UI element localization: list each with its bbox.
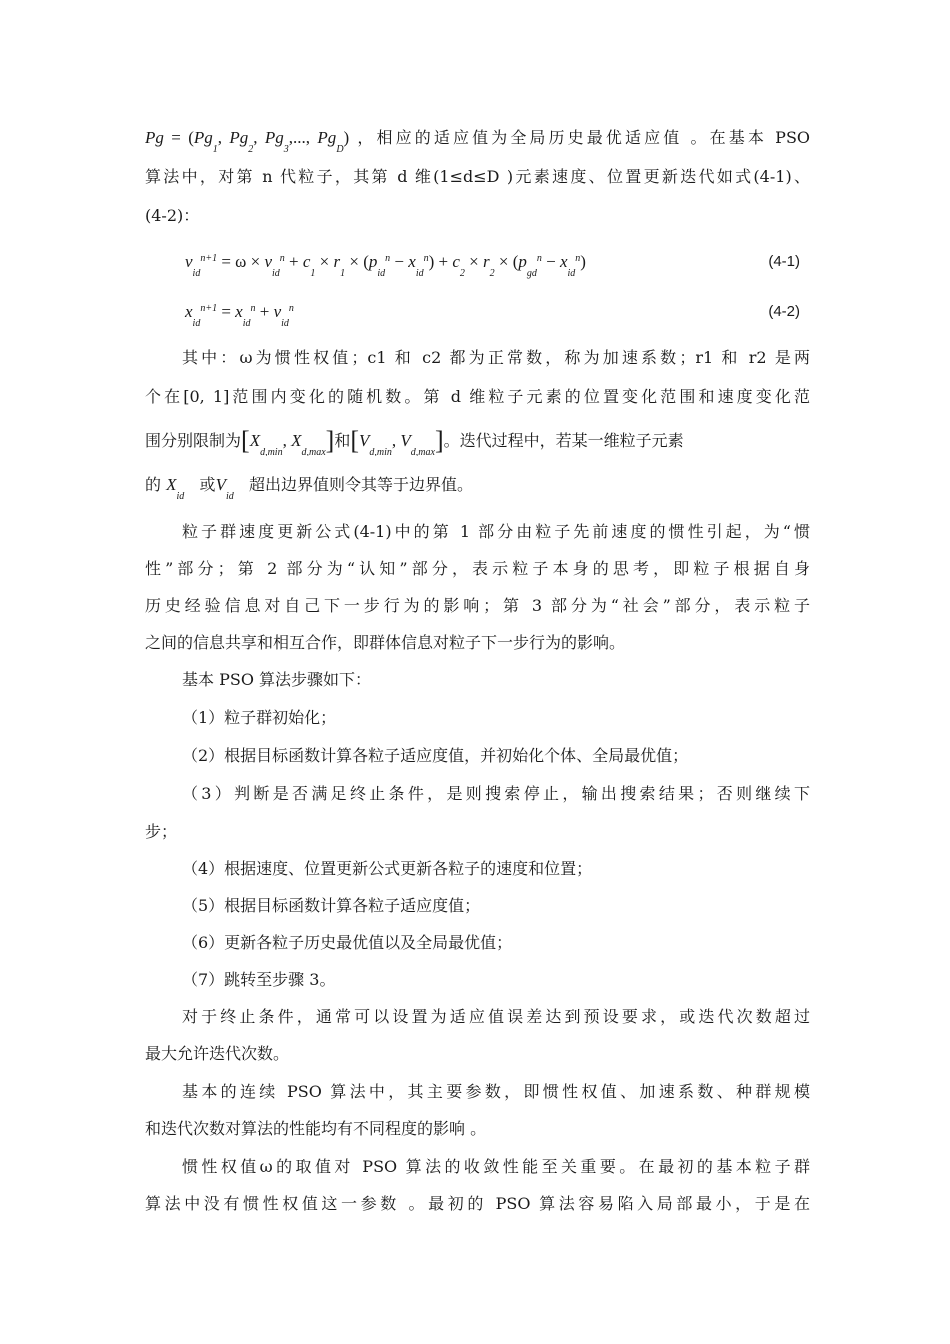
paragraph-2-line-3 [145, 426, 810, 456]
equation-number-4-1: (4-1) [768, 253, 800, 270]
paragraph-6-line-2: 算法中没有惯性权值这一参数 。最初的 PSO 算法容易陷入局部最小，于是在 [145, 1194, 810, 1213]
step-6: （6）更新各粒子历史最优值以及全局最优值； [182, 933, 513, 952]
paragraph-1-line-3: (4-2)： [145, 206, 200, 225]
step-1: （1）粒子群初始化； [182, 708, 337, 727]
equation-4-2: $x_{id}^{n+1} = x_{id}^n + v_{id}^n$ [185, 302, 294, 329]
paragraph-2-line-4 [145, 473, 810, 500]
text-segment: 。迭代过程中，若某一维粒子元素 [443, 431, 684, 450]
text-segment: ，相应的适应值为全局历史最优适应值 。在基本 PSO [357, 128, 810, 147]
text-segment: 或 [199, 475, 216, 494]
text-segment: 和 [334, 431, 351, 450]
step-3-line-1: （3）判断是否满足终止条件，是则搜索停止，输出搜索结果；否则继续下 [182, 784, 810, 803]
text-segment: 围分别限制为 [145, 431, 242, 450]
v-id-symbol: $V_{id}$ [215, 475, 234, 500]
paragraph-5-line-1: 基本的连续 PSO 算法中，其主要参数，即惯性权值、加速系数、种群规模 [182, 1082, 810, 1101]
paragraph-3-line-3: 历史经验信息对自己下一步行为的影响；第 3 部分为“社会”部分，表示粒子 [145, 596, 810, 615]
text-segment: 的 [145, 475, 162, 494]
paragraph-5-line-2: 和迭代次数对算法的性能均有不同程度的影响 。 [145, 1119, 487, 1138]
step-3-line-2: 步； [145, 822, 178, 841]
steps-intro: 基本 PSO 算法步骤如下： [182, 670, 372, 689]
step-2: （2）根据目标函数计算各粒子适应度值，并初始化个体、全局最优值； [182, 746, 689, 765]
paragraph-1-line-1 [145, 126, 810, 153]
text-segment: 超出边界值则令其等于边界值。 [249, 475, 474, 494]
paragraph-3-line-2: 性”部分；第 2 部分为“认知”部分，表示粒子本身的思考，即粒子根据自身 [145, 559, 810, 578]
step-4: （4）根据速度、位置更新公式更新各粒子的速度和位置； [182, 859, 593, 878]
paragraph-4-line-2: 最大允许迭代次数。 [145, 1044, 290, 1063]
step-5: （5）根据目标函数计算各粒子适应度值； [182, 896, 481, 915]
equation-number-4-2: (4-2) [768, 303, 800, 320]
paragraph-6-line-1: 惯性权值ω的取值对 PSO 算法的收敛性能至关重要。在最初的基本粒子群 [182, 1157, 810, 1176]
x-id-symbol: $X_{id}$ [166, 475, 185, 500]
paragraph-3-line-4: 之间的信息共享和相互合作，即群体信息对粒子下一步行为的影响。 [145, 633, 626, 652]
paragraph-1-line-2: 算法中，对第 n 代粒子，其第 d 维(1≤d≤D )元素速度、位置更新迭代如式(4-1)、 [145, 167, 810, 186]
pg-formula: $Pg = (Pg_1$, $Pg_2$, $Pg_3$,..., $Pg_D$) [145, 128, 350, 153]
paragraph-4-line-1: 对于终止条件，通常可以设置为适应值误差达到预设要求，或迭代次数超过 [182, 1007, 810, 1026]
equation-4-1: $v_{id}^{n+1} = \omega \times v_{id}^n + c_1 \times r_1 \times (p_{id}^n - x_{id}^n) + c_2 \times r_2 \times (p_{gd}^n - x_{id}^n)$ [185, 252, 586, 279]
step-7: （7）跳转至步骤 3。 [182, 970, 336, 989]
paragraph-2-line-1: 其中：ω为惯性权值；c1 和 c2 都为正常数，称为加速系数；r1 和 r2 是两 [182, 348, 810, 367]
x-range-formula: [$X_{d,min}$, $X_{d,max}$] [241, 426, 335, 456]
paragraph-3-line-1: 粒子群速度更新公式(4-1)中的第 1 部分由粒子先前速度的惯性引起，为“惯 [182, 522, 810, 541]
v-range-formula: [$V_{d,min}$, $V_{d,max}$] [350, 426, 444, 456]
paragraph-2-line-2: 个在[0, 1]范围内变化的随机数。第 d 维粒子元素的位置变化范围和速度变化范 [145, 387, 810, 406]
